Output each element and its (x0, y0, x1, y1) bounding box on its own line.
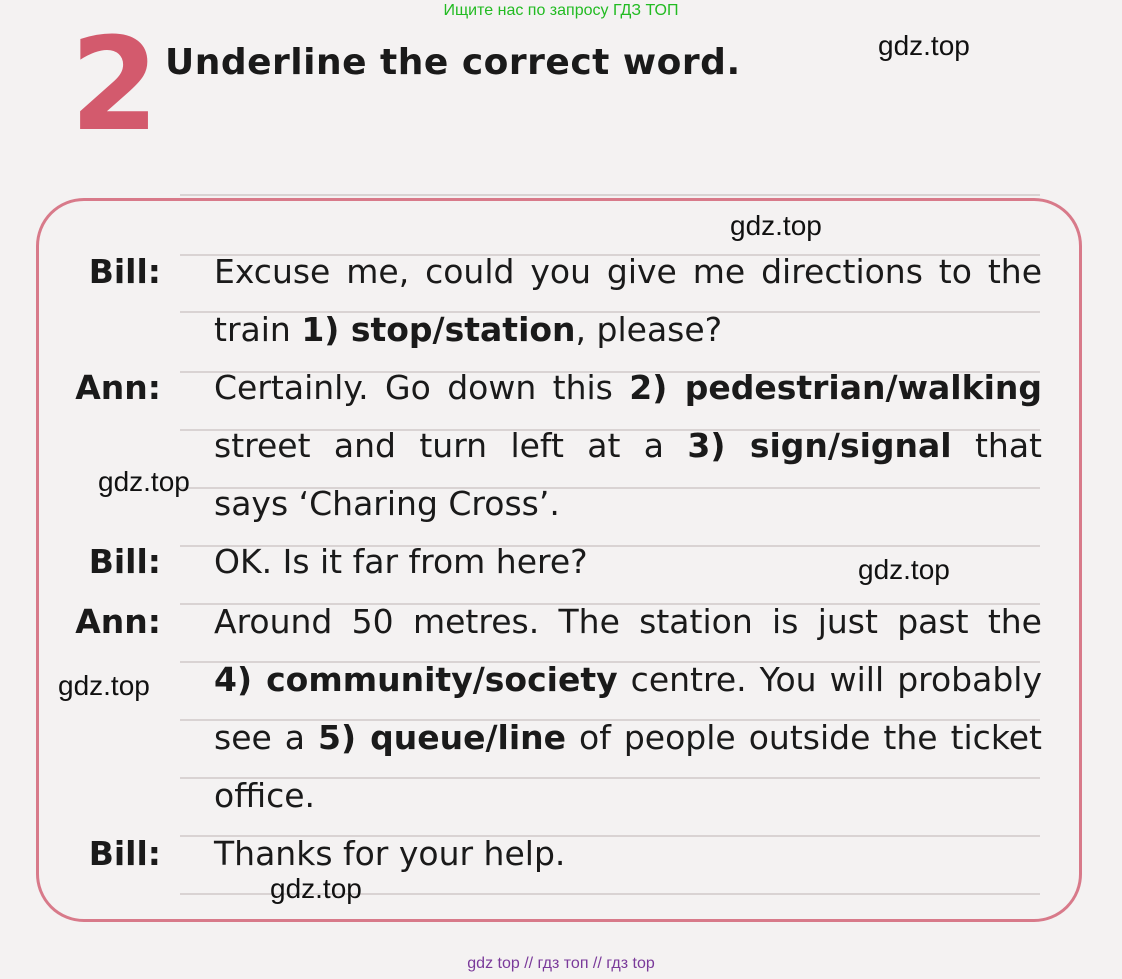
line-text: centre. You will probably (617, 660, 1042, 699)
word-option[interactable]: 5) queue/line (318, 718, 567, 757)
watermark: gdz.top (878, 30, 970, 61)
speaker-ann: Ann: (75, 602, 161, 641)
speaker-bill: Bill: (88, 834, 161, 873)
dialogue-line: says ‘Charing Cross’. (214, 484, 560, 523)
dialogue-line (214, 651, 1042, 709)
line-text: train (214, 310, 302, 349)
line-text: that (951, 426, 1042, 465)
watermark: gdz.top (270, 873, 362, 904)
dialogue-line (214, 417, 1042, 475)
top-banner: Ищите нас по запросу ГДЗ ТОП (443, 2, 679, 19)
word-option[interactable]: 2) pedestrian/walking (629, 368, 1042, 407)
watermark: gdz.top (58, 670, 150, 701)
speaker-bill: Bill: (88, 542, 161, 581)
dialogue-line (214, 301, 1042, 359)
dialogue-line (214, 359, 1042, 417)
bottom-banner: gdz top // гдз топ // гдз top (467, 955, 655, 972)
speaker-bill: Bill: (88, 252, 161, 291)
dialogue-line: Thanks for your help. (214, 834, 566, 873)
line-text: of people outside the ticket (566, 718, 1042, 757)
line-text: street and turn left at a (214, 426, 688, 465)
watermark: gdz.top (730, 210, 822, 241)
watermark: gdz.top (858, 554, 950, 585)
speaker-ann: Ann: (75, 368, 161, 407)
dialogue-line: Around 50 metres. The station is just past the (214, 602, 1042, 641)
dialogue-line: Excuse me, could you give me directions to the (214, 252, 1042, 291)
line-text: , please? (575, 310, 723, 349)
dialogue-line: OK. Is it far from here? (214, 542, 588, 581)
word-option[interactable]: 3) sign/signal (687, 426, 952, 465)
exercise-instruction: Underline the correct word. (165, 42, 741, 83)
dialogue-line (214, 709, 1042, 767)
watermark: gdz.top (98, 466, 190, 497)
word-option[interactable]: 1) stop/station (301, 310, 576, 349)
exercise-number: 2 (70, 11, 160, 160)
dialogue-line: office. (214, 776, 316, 815)
line-text: Certainly. Go down this (214, 368, 630, 407)
line-text: see a (214, 718, 319, 757)
word-option[interactable]: 4) community/society (214, 660, 618, 699)
